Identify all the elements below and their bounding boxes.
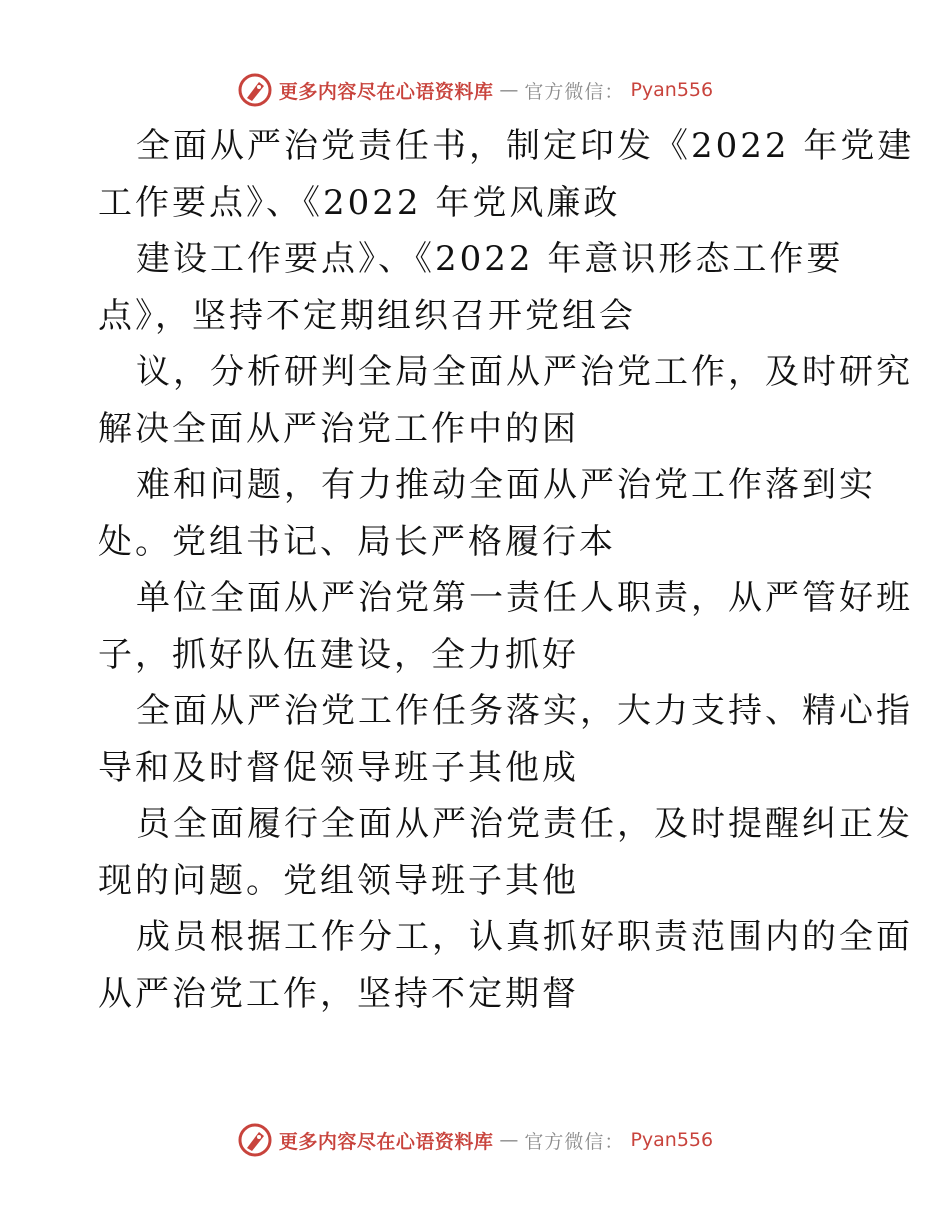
watermark-wechat-id: Pyan556: [630, 79, 714, 101]
body-line: 建设工作要点》、《2022 年意识形态工作要: [136, 239, 844, 279]
body-line: 解决全面从严治党工作中的困: [98, 408, 579, 449]
body-line: 工作要点》、《2022 年党风廉政: [98, 182, 621, 223]
document-body: [98, 118, 915, 1022]
watermark-text: 更多内容尽在心语资料库: [278, 80, 494, 103]
pen-nib-logo-icon: [237, 72, 273, 108]
body-line: 员全面履行全面从严治党责任，及时提醒纠正发: [136, 804, 913, 844]
watermark-separator: —: [499, 1129, 519, 1151]
watermark-official-label: 官方微信：: [524, 1130, 625, 1153]
body-line: 处。党组书记、局长严格履行本: [98, 521, 616, 562]
body-line: 全面从严治党工作任务落实，大力支持、精心指: [136, 691, 913, 731]
pen-nib-logo-icon: [237, 1122, 273, 1158]
watermark-official-label: 官方微信：: [524, 80, 625, 103]
body-line: 从严治党工作，坚持不定期督: [98, 973, 579, 1014]
body-line: 议，分析研判全局全面从严治党工作，及时研究: [136, 352, 913, 392]
watermark-text: 更多内容尽在心语资料库: [278, 1130, 494, 1153]
header-watermark: [0, 70, 950, 110]
footer-watermark: [0, 1120, 950, 1160]
body-line: 点》，坚持不定期组织召开党组会: [98, 295, 636, 336]
body-line: 现的问题。党组领导班子其他: [98, 860, 579, 901]
body-line: 全面从严治党责任书，制定印发《2022 年党建: [136, 126, 915, 166]
body-line: 成员根据工作分工，认真抓好职责范围内的全面: [136, 917, 913, 957]
body-line: 导和及时督促领导班子其他成: [98, 747, 579, 788]
body-line: 难和问题，有力推动全面从严治党工作落到实: [136, 465, 876, 505]
watermark-wechat-id: Pyan556: [630, 1129, 714, 1151]
body-line: 单位全面从严治党第一责任人职责，从严管好班: [136, 578, 913, 618]
watermark-separator: —: [499, 79, 519, 101]
body-line: 子，抓好队伍建设，全力抓好: [98, 634, 579, 675]
